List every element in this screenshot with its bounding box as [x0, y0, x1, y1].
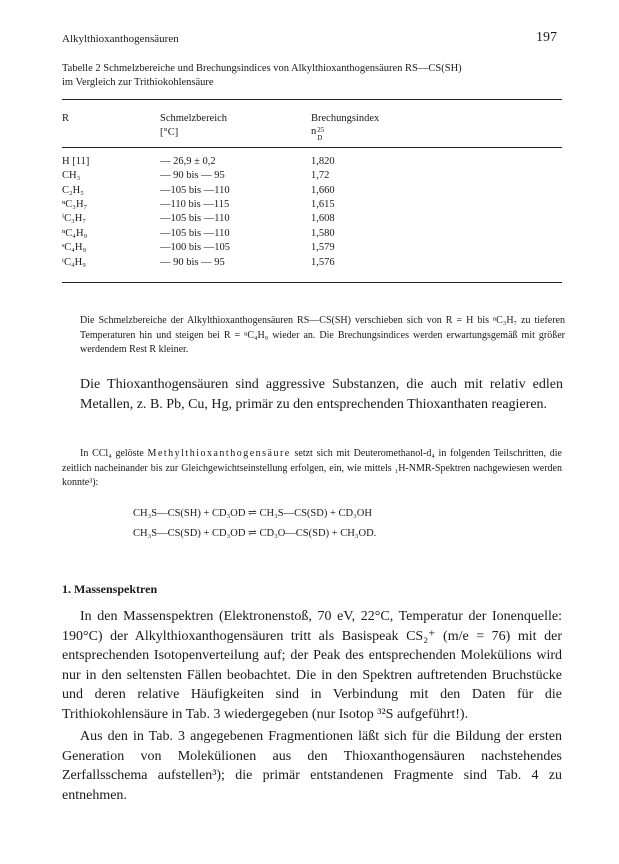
row-r: ⁿC₄H₉	[62, 228, 88, 239]
row-melting-range: —105 bis —110	[160, 213, 230, 224]
row-r: ˢC₄H₉	[62, 242, 87, 253]
row-refractive-index: 1,72	[311, 170, 330, 181]
column-header-refractive-index: Brechungsindex	[311, 113, 380, 124]
index-symbol-sub: D	[317, 134, 323, 142]
table-caption-line2: im Vergleich zur Trithiokohlensäure	[62, 77, 214, 88]
index-symbol-sup: 25	[317, 126, 325, 134]
row-refractive-index: 1,576	[311, 257, 335, 268]
row-refractive-index: 1,579	[311, 242, 335, 253]
row-refractive-index: 1,660	[311, 185, 335, 196]
row-r: H [11]	[62, 156, 90, 167]
paragraph-deuteration-post: setzt sich mit Deuteromethanol-d₄ in folgenden Teilschritten, die zeitlich nacheinander bis zur Gleichgewichtseinstellung erfolgen, ein, wie mittels ₁H-NMR-Spektren nachgewiesen werden konnte³):	[62, 448, 562, 488]
table-header-rule	[62, 147, 562, 148]
column-header-r: R	[62, 113, 70, 124]
row-r: ⁱC₃H₇	[62, 213, 87, 224]
paragraph-reactivity: Die Thioxanthogensäuren sind aggressive Substanzen, die auch mit relativ edlen Metallen, z. B. Pb, Cu, Hg, primär zu den entsprechenden Thioxanthaten reagieren.	[80, 377, 563, 412]
row-r: C₂H₅	[62, 185, 84, 196]
column-header-melting-range: Schmelzbereich	[160, 113, 228, 124]
row-melting-range: — 26,9 ± 0,2	[160, 156, 216, 167]
row-refractive-index: 1,608	[311, 213, 335, 224]
paragraph-mass-spectra: In den Massenspektren (Elektronenstoß, 70 eV, 22°C, Temperatur der Ionenquelle: 190°C) der Alkylthioxanthogensäuren tritt als Basispeak CS₂⁺ (m/e = 76) mit der entsprechenden Isotopenverteilung auf; der Peak des entsprechenden Molekülions wird nur in den seltensten Fällen beobachtet. Die in den Spektren auftretenden Bruchstücke und deren relative Häufigkeiten sind in Verbindung mit den Daten für die Trithiokohlensäure in Tab. 3 wiedergegeben (nur Isotop ³²S aufgeführt!).	[62, 609, 562, 722]
running-title: Alkylthioxanthogensäuren	[62, 33, 179, 45]
paragraph-fragmentation: Aus den in Tab. 3 angegebenen Fragmentionen läßt sich für die Bildung der ersten Generation von Molekülionen aus den Thioxanthogensäuren nachstehendes Zerfallsschema aufstellen³); die primär entstandenen Fragmente sind Tab. 4 zu entnehmen.	[62, 729, 562, 803]
table-caption	[62, 62, 562, 90]
row-melting-range: —100 bis —105	[160, 242, 231, 253]
equation-1: CH₃S—CS(SH) + CD₃OD ⇌ CH₃S—CS(SD) + CD₃OH	[133, 508, 372, 519]
row-refractive-index: 1,580	[311, 228, 335, 239]
table-top-rule	[62, 99, 562, 100]
row-melting-range: — 90 bis — 95	[160, 170, 225, 181]
row-refractive-index: 1,820	[311, 156, 335, 167]
equation-2: CH₃S—CS(SD) + CD₃OD ⇌ CD₃O—CS(SD) + CH₃OD.	[133, 528, 377, 539]
row-r: CH₃	[62, 170, 81, 181]
row-melting-range: — 90 bis — 95	[160, 257, 225, 268]
table-caption-line1: Tabelle 2 Schmelzbereiche und Brechungsindices von Alkylthioxanthogensäuren RS—CS(SH)	[62, 63, 462, 74]
row-melting-range: —105 bis —110	[160, 185, 230, 196]
paragraph-deuteration-compound: Methylthioxanthogensäure	[147, 448, 291, 459]
row-r: ⁿC₃H₇	[62, 199, 88, 210]
page-number: 197	[536, 30, 557, 45]
row-r: ᵗC₄H₉	[62, 257, 86, 268]
paragraph-deuteration-pre: In CCl₄ gelöste	[80, 448, 148, 459]
paragraph-deuteration	[62, 447, 562, 491]
section-title: 1. Massenspektren	[62, 582, 158, 596]
column-header-index-symbol	[311, 125, 326, 142]
row-refractive-index: 1,615	[311, 199, 335, 210]
table-note: Die Schmelzbereiche der Alkylthioxanthogensäuren RS—CS(SH) verschieben sich von R = H bis ⁿC₃H₇ zu tieferen Temperaturen hin und steigen bei R = ⁿC₄H₉ wieder an. Die Brechungsindices werden erwartungsgemäß mit größer werdendem Rest R kleiner.	[80, 315, 565, 355]
row-melting-range: —105 bis —110	[160, 228, 230, 239]
column-header-melting-unit: [°C]	[160, 127, 179, 138]
row-melting-range: —110 bis —115	[160, 199, 230, 210]
index-symbol-n: n	[311, 126, 317, 137]
table-bottom-rule	[62, 282, 562, 283]
